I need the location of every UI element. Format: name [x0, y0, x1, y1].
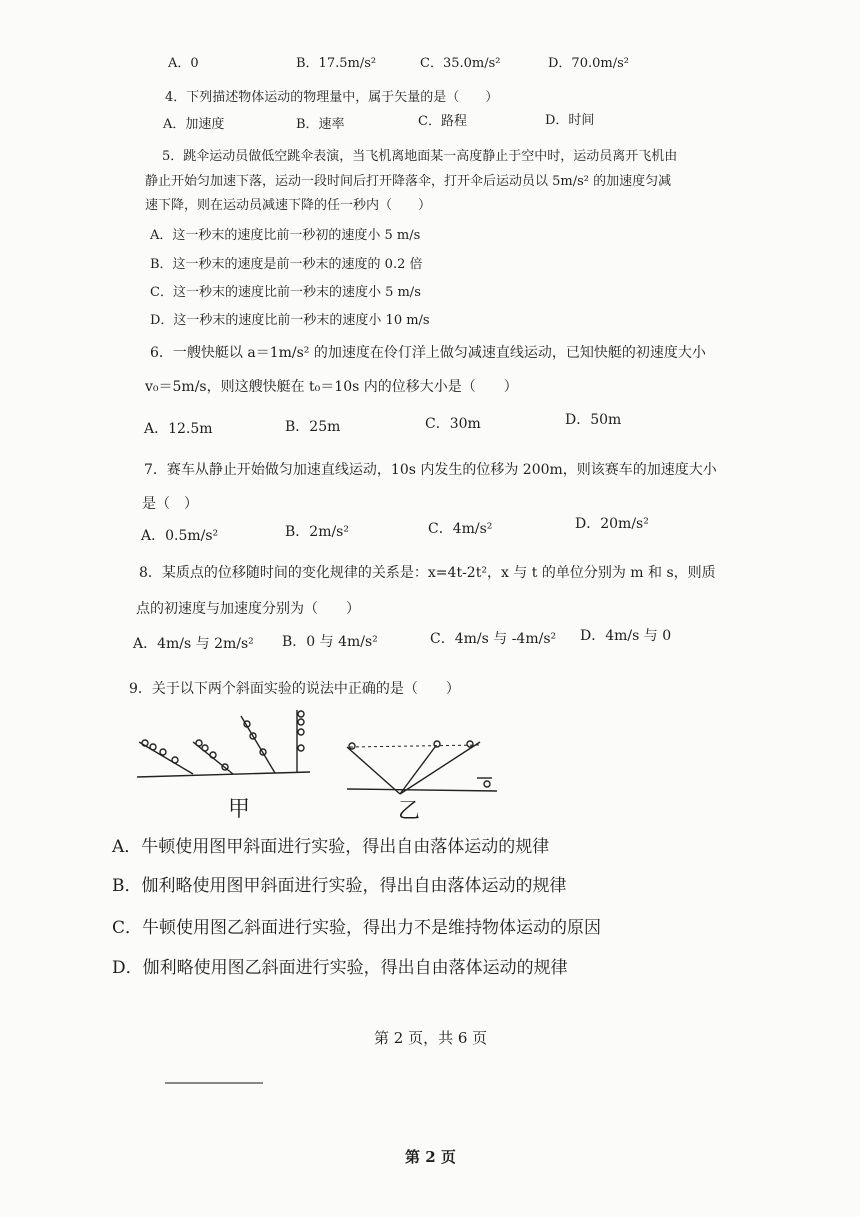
q9-option-b: B．伽利略使用图甲斜面进行实验，得出自由落体运动的规律 — [112, 876, 567, 896]
q8-option-c: C．4m/s 与 -4m/s² — [430, 631, 557, 647]
q8-option-b: B．0 与 4m/s² — [282, 634, 378, 650]
figure-yi-label: 乙 — [398, 799, 421, 824]
q5-option-b: B．这一秒末的速度是前一秒末的速度的 0.2 倍 — [150, 257, 423, 272]
q5-option-a: A．这一秒末的速度比前一秒初的速度小 5 m/s — [150, 228, 421, 243]
q8-line-1: 8．某质点的位移随时间的变化规律的关系是：x=4t-2t²，x 与 t 的单位分别为 m 和 s，则质 — [139, 565, 716, 581]
q5-line-2: 静止开始匀加速下落，运动一段时间后打开降落伞，打开伞后运动员以 5m/s² 的加速度匀减 — [145, 174, 672, 189]
q6-line-1: 6．一艘快艇以 a＝1m/s² 的加速度在伶仃洋上做匀减速直线运动，已知快艇的初速度大小 — [150, 345, 706, 361]
q3-option-d: D．70.0m/s² — [548, 56, 629, 71]
q3-option-a: A．0 — [168, 56, 199, 71]
inclined-plane-diagram — [125, 700, 535, 820]
q6-option-b: B．25m — [285, 419, 341, 435]
q7-line-2: 是（ ） — [142, 496, 198, 512]
q8-option-a: A．4m/s 与 2m/s² — [133, 636, 254, 652]
q3-option-b: B．17.5m/s² — [296, 56, 377, 71]
q4-option-b: B．速率 — [296, 117, 345, 132]
q5-line-3: 速下降，则在运动员减速下降的任一秒内（ ） — [145, 198, 432, 213]
q9-option-c: C．牛顿使用图乙斜面进行实验，得出力不是维持物体运动的原因 — [112, 918, 602, 938]
q9-stem: 9．关于以下两个斜面实验的说法中正确的是（ ） — [129, 681, 460, 697]
q9-option-a: A．牛顿使用图甲斜面进行实验，得出自由落体运动的规律 — [112, 837, 550, 857]
q6-option-a: A．12.5m — [144, 421, 213, 437]
q9-option-d: D．伽利略使用图乙斜面进行实验，得出自由落体运动的规律 — [112, 958, 568, 978]
scan-mark — [165, 1082, 263, 1084]
q4-option-c: C．路程 — [418, 114, 467, 129]
q6-option-c: C．30m — [425, 416, 481, 432]
q8-line-2: 点的初速度与加速度分别为（ ） — [136, 601, 360, 617]
q5-option-c: C．这一秒末的速度比前一秒末的速度小 5 m/s — [150, 285, 421, 300]
q7-option-a: A．0.5m/s² — [141, 528, 219, 544]
q7-line-1: 7．赛车从静止开始做匀加速直线运动，10s 内发生的位移为 200m，则该赛车的加速度大小 — [144, 462, 717, 478]
q5-option-d: D．这一秒末的速度比前一秒末的速度小 10 m/s — [150, 313, 430, 328]
q8-option-d: D．4m/s 与 0 — [580, 628, 672, 644]
q4-option-a: A．加速度 — [163, 117, 225, 132]
q7-option-c: C．4m/s² — [428, 521, 493, 537]
q6-option-d: D．50m — [565, 412, 622, 428]
q7-option-b: B．2m/s² — [285, 524, 349, 540]
page-count-footer: 第 2 页，共 6 页 — [374, 1029, 488, 1047]
figure-jia-inclines — [137, 710, 310, 777]
q4-option-d: D．时间 — [545, 113, 595, 128]
page-number-label: 第 2 页 — [405, 1148, 456, 1166]
q7-option-d: D．20m/s² — [575, 516, 649, 532]
q6-line-2: v₀＝5m/s，则这艘快艇在 t₀＝10s 内的位移大小是（ ） — [145, 379, 518, 395]
q3-option-c: C．35.0m/s² — [420, 56, 501, 71]
q4-stem: 4．下列描述物体运动的物理量中，属于矢量的是（ ） — [165, 90, 499, 105]
figure-yi-inclines — [347, 741, 497, 794]
figure-jia-label: 甲 — [228, 797, 251, 822]
q5-line-1: 5．跳伞运动员做低空跳伞表演，当飞机离地面某一高度静止于空中时，运动员离开飞机由 — [162, 149, 678, 164]
